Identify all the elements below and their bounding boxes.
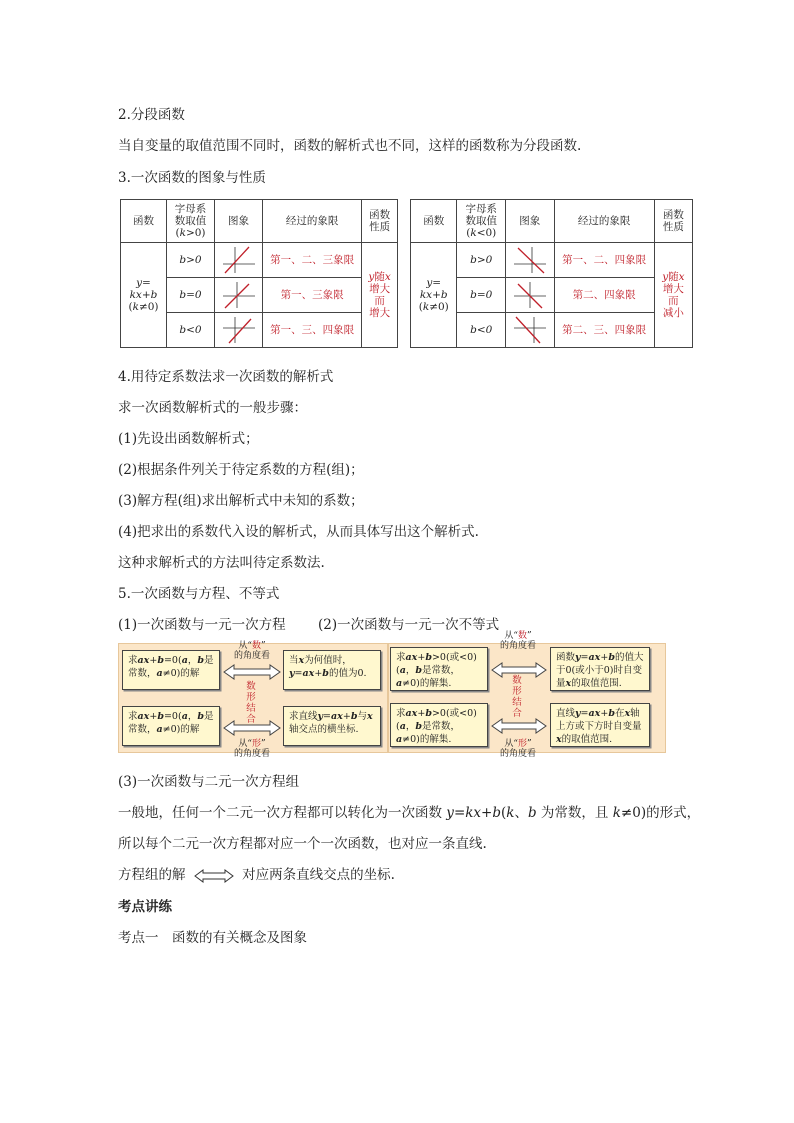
combine-label: 数 形 结 合 [512, 675, 522, 719]
diagram-box: 求直线y=ax+b与x轴交点的横坐标. [283, 706, 381, 746]
subsection-inequality: (2)一次函数与一元一次不等式 [318, 617, 500, 633]
graph-cell [215, 313, 263, 348]
double-arrow-icon [222, 663, 282, 681]
diagram-box: 函数y=ax+b的值大于0(或小于0)时自变量x的取值范围. [550, 647, 650, 691]
header-graph: 图象 [215, 200, 263, 243]
b-value: b<0 [166, 313, 214, 348]
diagram-box: 求ax+b>0(或<0)(a，b是常数，a≠0)的解集. [390, 647, 488, 691]
header-property: 函数 性质 [362, 200, 398, 243]
section-2-text: 当自变量的取值范围不同时，函数的解析式也不同，这样的函数称为分段函数. [118, 138, 582, 154]
combine-label: 数 形 结 合 [246, 681, 256, 725]
subsection-system: (3)一次函数与二元一次方程组 [118, 774, 300, 790]
from-number-label: 从“数” 的角度看 [499, 631, 536, 651]
quadrant-cell: 第二、三、四象限 [554, 313, 654, 348]
graph-cell [506, 313, 555, 348]
header-quadrants: 经过的象限 [263, 200, 362, 243]
quadrant-cell: 第二、四象限 [554, 278, 654, 313]
double-arrow-icon [194, 869, 234, 883]
quadrant-cell: 第一、二、三象限 [263, 243, 362, 278]
section-2-title: 2.分段函数 [118, 107, 185, 123]
b-value: b>0 [457, 243, 506, 278]
b-value: b>0 [166, 243, 214, 278]
step-item: (2)根据条件列关于待定系数的方程(组)； [118, 462, 364, 478]
solution-label: 方程组的解 [118, 867, 186, 883]
step-item: (3)解方程(组)求出解析式中未知的系数； [118, 493, 364, 509]
header-graph: 图象 [506, 200, 555, 243]
diagram-box: 当x为何值时，y=ax+b的值为0. [283, 650, 381, 690]
header-coefficient: 字母系 数取值 (k>0) [166, 200, 214, 243]
b-value: b<0 [457, 313, 506, 348]
kaodian-1-title: 考点一 函数的有关概念及图象 [118, 930, 307, 946]
diagram-box: 求ax+b>0(或<0)(a，b是常数，a≠0)的解集. [390, 703, 488, 747]
quadrant-cell: 第一、三、四象限 [263, 313, 362, 348]
graph-cell [506, 278, 555, 313]
linear-function-table-k-positive [120, 199, 398, 348]
step-item: (4)把求出的系数代入设的解析式，从而具体写出这个解析式. [118, 524, 479, 540]
intersection-label: 对应两条直线交点的坐标. [242, 867, 395, 883]
b-value: b=0 [166, 278, 214, 313]
section-4-title: 4.用待定系数法求一次函数的解析式 [118, 369, 334, 385]
property-cell: y随x 增大 而 减小 [654, 243, 692, 348]
section-5-text-3 [118, 863, 395, 883]
section-5-title: 5.一次函数与方程、不等式 [118, 586, 280, 602]
step-item: (1)先设出函数解析式； [118, 431, 259, 447]
line-graph-icon [510, 280, 550, 310]
quadrant-cell: 第一、二、四象限 [554, 243, 654, 278]
from-number-label: 从“数” 的角度看 [233, 641, 270, 661]
quadrant-cell: 第一、三象限 [263, 278, 362, 313]
header-function: 函数 [411, 200, 457, 243]
section-4-end: 这种求解析式的方法叫待定系数法. [118, 555, 325, 571]
subsection-equation: (1)一次函数与一元一次方程 [118, 617, 286, 633]
header-coefficient: 字母系 数取值 (k<0) [457, 200, 506, 243]
header-function: 函数 [121, 200, 167, 243]
diagram-box: 直线y=ax+b在x轴上方或下方时自变量x的取值范围. [550, 703, 650, 747]
diagram-box: 求ax+b=0(a，b是常数，a≠0)的解 [122, 650, 220, 690]
graph-cell [215, 243, 263, 278]
line-graph-icon [510, 315, 550, 345]
linear-function-table-k-negative [410, 199, 693, 348]
from-shape-label: 从“形” 的角度看 [233, 739, 270, 759]
header-property: 函数 性质 [654, 200, 692, 243]
header-quadrants: 经过的象限 [554, 200, 654, 243]
line-graph-icon [510, 245, 550, 275]
property-cell: y随x 增大 而 增大 [362, 243, 398, 348]
line-graph-icon [219, 280, 259, 310]
function-cell: y= kx+b (k≠0) [121, 243, 167, 348]
line-graph-icon [219, 245, 259, 275]
equation-inequality-diagram [118, 631, 668, 763]
diagram-box: 求ax+b=0(a，b是常数，a≠0)的解 [122, 706, 220, 746]
section-4-intro: 求一次函数解析式的一般步骤： [118, 400, 307, 416]
graph-cell [215, 278, 263, 313]
kaodian-title: 考点讲练 [118, 899, 172, 915]
section-5-text-1: 一般地，任何一个二元一次方程都可以转化为一次函数 y=kx+b(k、b 为常数，且 k≠0)的形式， [118, 805, 701, 821]
b-value: b=0 [457, 278, 506, 313]
graph-cell [506, 243, 555, 278]
double-arrow-icon [490, 717, 548, 735]
line-graph-icon [219, 315, 259, 345]
function-cell: y= kx+b (k≠0) [411, 243, 457, 348]
section-5-text-2: 所以每个二元一次方程都对应一个一次函数，也对应一条直线. [118, 836, 487, 852]
from-shape-label: 从“形” 的角度看 [499, 739, 536, 759]
section-3-title: 3.一次函数的图象与性质 [118, 170, 266, 186]
